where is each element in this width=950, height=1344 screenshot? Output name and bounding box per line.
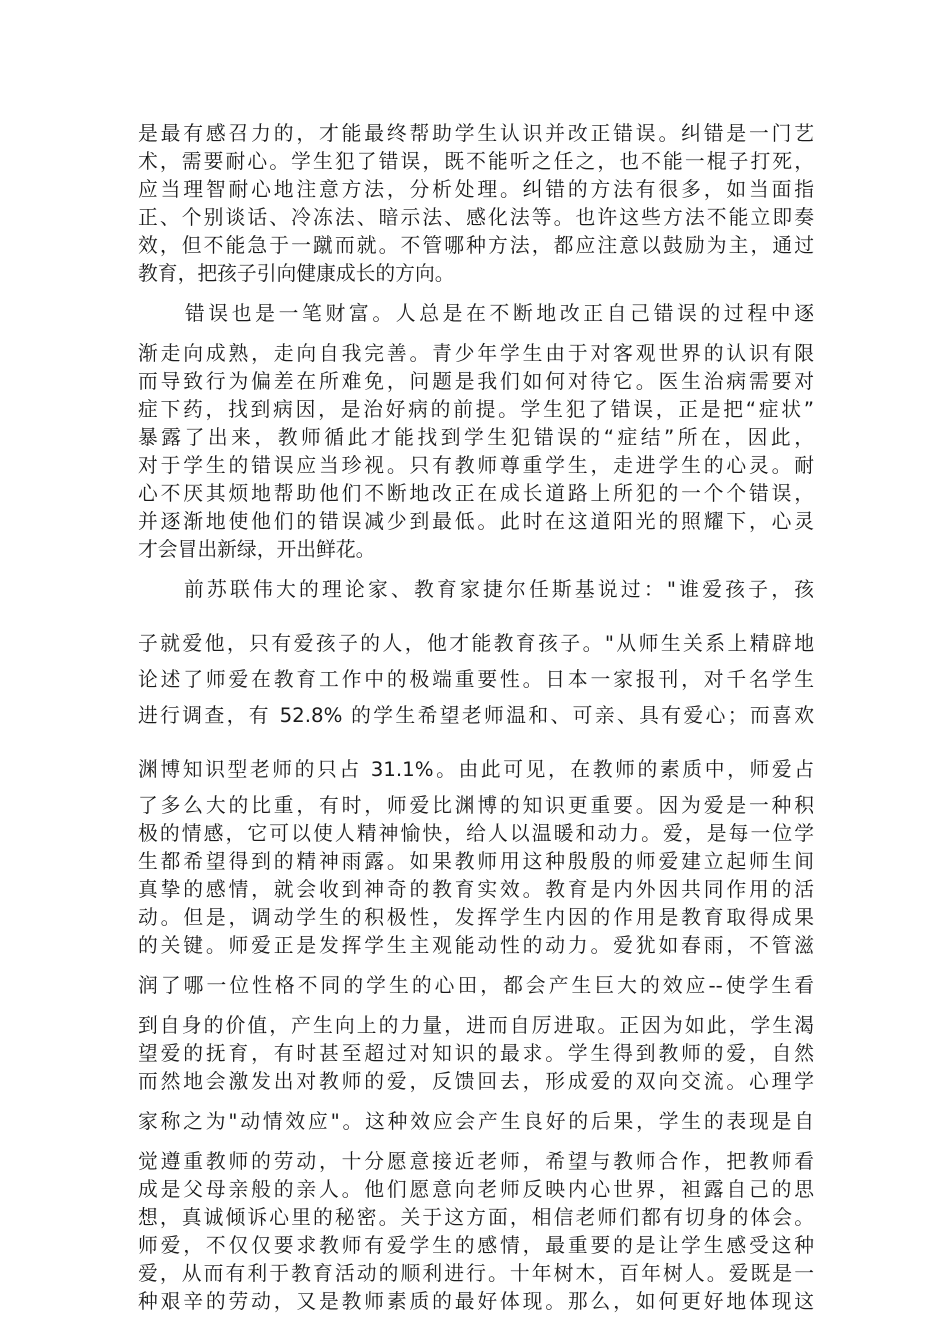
- text-line: 生都希望得到的精神雨露。如果教师用这种殷殷的师爱建立起师生间: [138, 850, 814, 873]
- text-line: 子就爱他，只有爱孩子的人，他才能教育孩子。"从师生关系上精辟地: [138, 632, 814, 655]
- text-line: 真挚的感情，就会收到神奇的教育实效。教育是内外因共同作用的活: [138, 878, 814, 901]
- text-line: 成是父母亲般的亲人。他们愿意向老师反映内心世界，袒露自己的思: [138, 1178, 814, 1201]
- text-line: 爱，从而有利于教育活动的顺利进行。十年树木，百年树人。爱既是一: [138, 1262, 814, 1285]
- text-line: 进行调查，有 52.8% 的学生希望老师温和、可亲、具有爱心；而喜欢: [138, 704, 814, 727]
- paragraph-3: [138, 576, 814, 1316]
- text-line: 觉遵重教师的劳动，十分愿意接近老师，希望与教师合作，把教师看: [138, 1150, 814, 1173]
- text-line: 应当理智耐心地注意方法，分析处理。纠错的方法有很多，如当面指: [138, 178, 814, 201]
- text-line: 术，需要耐心。学生犯了错误，既不能听之任之，也不能一棍子打死，: [138, 150, 814, 173]
- text-line: 前苏联伟大的理论家、教育家捷尔任斯基说过："谁爱孩子，孩: [138, 578, 814, 601]
- document-page: [138, 120, 814, 1316]
- text-line: 而导致行为偏差在所难免，问题是我们如何对待它。医生治病需要对: [138, 370, 814, 393]
- text-line: 暴露了出来，教师循此才能找到学生犯错误的“症结”所在，因此，: [138, 426, 814, 449]
- text-line: 渊博知识型老师的只占 31.1%。由此可见，在教师的素质中，师爱占: [138, 758, 814, 781]
- text-line: 家称之为"动情效应"。这种效应会产生良好的后果，学生的表现是自: [138, 1110, 814, 1133]
- text-line: 想，真诚倾诉心里的秘密。关于这方面，相信老师们都有切身的体会。: [138, 1206, 814, 1229]
- text-line: 极的情感，它可以使人精神愉快，给人以温暖和动力。爱，是每一位学: [138, 822, 814, 845]
- paragraph-1: [138, 120, 814, 288]
- text-line: 教育，把孩子引向健康成长的方向。: [138, 262, 455, 285]
- text-line: 润了哪一位性格不同的学生的心田，都会产生巨大的效应--使学生看: [138, 974, 814, 997]
- text-line: 的关键。师爱正是发挥学生主观能动性的动力。爱犹如春雨，不管滋: [138, 934, 814, 957]
- paragraph-2: [138, 300, 814, 564]
- text-line: 心不厌其烦地帮助他们不断地改正在成长道路上所犯的一个个错误，: [138, 482, 814, 505]
- text-line: 种艰辛的劳动，又是教师素质的最好体现。那么，如何更好地体现这: [138, 1290, 814, 1313]
- text-line: 才会冒出新绿，开出鲜花。: [138, 538, 376, 561]
- text-line: 并逐渐地使他们的错误减少到最低。此时在这道阳光的照耀下，心灵: [138, 510, 814, 533]
- text-line: 望爱的抚育，有时甚至超过对知识的最求。学生得到教师的爱，自然: [138, 1042, 814, 1065]
- text-line: 效，但不能急于一蹴而就。不管哪种方法，都应注意以鼓励为主，通过: [138, 234, 814, 257]
- text-line: 论述了师爱在教育工作中的极端重要性。日本一家报刊，对千名学生: [138, 668, 814, 691]
- text-line: 动。但是，调动学生的积极性，发挥学生内因的作用是教育取得成果: [138, 906, 814, 929]
- text-line: 到自身的价值，产生向上的力量，进而自厉进取。正因为如此，学生渴: [138, 1014, 814, 1037]
- text-line: 错误也是一笔财富。人总是在不断地改正自己错误的过程中逐: [138, 302, 814, 325]
- text-line: 是最有感召力的，才能最终帮助学生认识并改正错误。纠错是一门艺: [138, 122, 814, 145]
- text-line: 而然地会激发出对教师的爱，反馈回去，形成爱的双向交流。心理学: [138, 1070, 814, 1093]
- text-line: 渐走向成熟，走向自我完善。青少年学生由于对客观世界的认识有限: [138, 342, 814, 365]
- text-line: 症下药，找到病因，是治好病的前提。学生犯了错误，正是把“症状”: [138, 398, 814, 421]
- text-line: 了多么大的比重，有时，师爱比渊博的知识更重要。因为爱是一种积: [138, 794, 814, 817]
- text-line: 对于学生的错误应当珍视。只有教师尊重学生，走进学生的心灵。耐: [138, 454, 814, 477]
- text-line: 正、个别谈话、冷冻法、暗示法、感化法等。也许这些方法不能立即奏: [138, 206, 814, 229]
- text-line: 师爱，不仅仅要求教师有爱学生的感情，最重要的是让学生感受这种: [138, 1234, 814, 1257]
